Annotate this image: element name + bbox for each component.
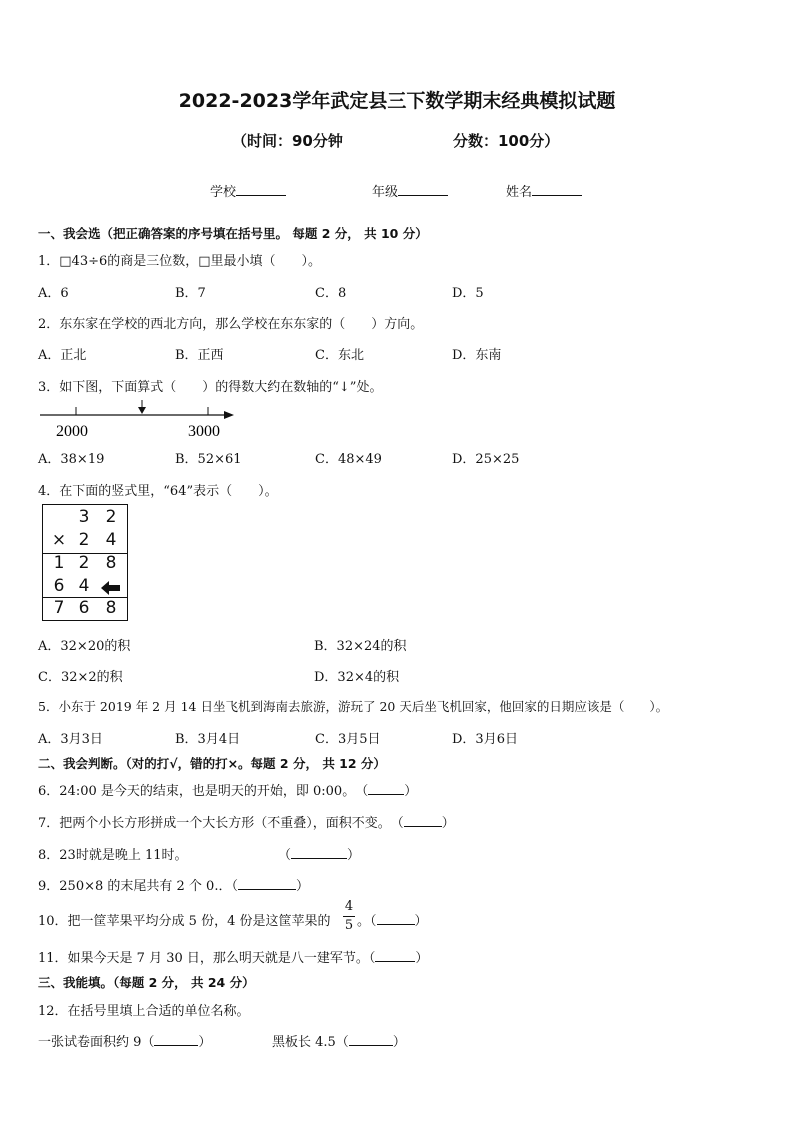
digit: 2: [105, 507, 117, 527]
exam-time: （时间：90分钟: [232, 132, 343, 150]
q3-option-c: C．48×49: [315, 452, 382, 467]
question-3: 3．如下图，下面算式（ ）的得数大约在数轴的“↓”处。: [38, 380, 383, 395]
digit: 7: [53, 598, 65, 618]
axis-label-3000: 3000: [188, 423, 220, 440]
digit: 6: [78, 598, 90, 618]
section-1-heading: 一、我会选（把正确答案的序号填在括号里。 每题 2 分， 共 10 分）: [38, 226, 428, 241]
q3-option-d: D．25×25: [452, 452, 520, 467]
digit: 4: [105, 530, 117, 550]
name-label: 姓名: [506, 185, 533, 200]
vertical-row: [43, 598, 127, 621]
q2-option-a: A．正北: [38, 348, 87, 363]
digit: 2: [78, 530, 90, 550]
question-6-text: 6．24:00 是今天的结束，也是明天的开始，即 0:00。 （: [38, 784, 369, 799]
question-10-answer: 。（ ）: [357, 914, 428, 929]
vertical-row: [43, 507, 127, 530]
q5-option-d: D．3月6日: [452, 732, 518, 747]
q1-option-a: A．6: [38, 286, 69, 301]
question-10: [38, 910, 330, 929]
q2-option-d: D．东南: [452, 348, 502, 363]
grade-label: 年级: [372, 185, 399, 200]
digit: 3: [78, 507, 90, 527]
q5-option-b: B．3月4日: [175, 732, 241, 747]
q2-option-c: C．东北: [315, 348, 364, 363]
name-field: [506, 181, 582, 200]
paren-close: ）: [404, 784, 418, 799]
paren-close: ）: [295, 879, 309, 894]
question-12: 12．在括号里填上合适的单位名称。: [38, 1004, 250, 1019]
q4-option-d: D．32×4的积: [314, 670, 400, 685]
question-8-answer: [278, 844, 360, 863]
school-field: [210, 181, 286, 200]
question-12a-text: 一张试卷面积约 9（: [38, 1035, 155, 1050]
section-2-heading: 二、我会判断。（对的打√，错的打×。每题 2 分， 共 12 分）: [38, 756, 386, 771]
q3-option-b: B．52×61: [175, 452, 242, 467]
exam-score: 分数：100分）: [453, 132, 560, 150]
q1-option-c: C．8: [315, 286, 347, 301]
vertical-row: [43, 576, 127, 599]
question-1: 1．□43÷6的商是三位数，□里最小填（ ）。: [38, 254, 322, 269]
q1-option-d: D．5: [452, 286, 484, 301]
paren-close: ）: [415, 951, 429, 966]
vertical-multiplication: [42, 504, 128, 621]
vertical-row: [43, 530, 127, 553]
paren-close: ）: [347, 848, 361, 863]
q4-option-a: A．32×20的积: [38, 639, 131, 654]
down-arrow-marker-head: [138, 407, 146, 414]
digit: 8: [105, 598, 117, 618]
question-2: 2．东东家在学校的西北方向，那么学校在东东家的（ ）方向。: [38, 317, 424, 332]
question-10-text: 10．把一筐苹果平均分成 5 份，4 份是这筐苹果的: [38, 914, 331, 929]
q2-option-b: B．正西: [175, 348, 224, 363]
question-11: [38, 947, 428, 966]
question-11-text: 11．如果今天是 7 月 30 日，那么明天就是八一建军节。（: [38, 951, 376, 966]
vertical-row: [43, 553, 127, 576]
question-7: [38, 812, 455, 831]
question-9-text: 9．250×8 的末尾共有 2 个 0.．（: [38, 879, 238, 894]
digit: 6: [53, 576, 65, 596]
paren-close: ）: [441, 816, 455, 831]
q5-option-a: A．3月3日: [38, 732, 103, 747]
q4-option-b: B．32×24的积: [314, 639, 407, 654]
digit: 1: [53, 553, 65, 573]
question-6: [38, 780, 417, 799]
question-12-part-b: [272, 1031, 406, 1050]
question-5: 5．小东于 2019 年 2 月 14 日坐飞机到海南去旅游，游玩了 20 天后坐飞机回家，他回家的日期应该是（ ）。: [38, 699, 669, 714]
question-8: 8．23时就是晚上 11时。: [38, 848, 188, 863]
question-4: 4．在下面的竖式里，“64”表示（ ）。: [38, 484, 278, 499]
axis-label-2000: 2000: [56, 423, 88, 440]
digit: 8: [105, 553, 117, 573]
left-arrow-icon: [101, 581, 121, 595]
question-12-part-a: [38, 1031, 211, 1050]
fraction-bar: [343, 916, 355, 917]
page-title: 2022-2023学年武定县三下数学期末经典模拟试题: [178, 90, 616, 112]
fraction-denominator: 5: [344, 918, 354, 933]
q1-option-b: B．7: [175, 286, 206, 301]
fraction-numerator: 4: [344, 899, 354, 914]
question-7-text: 7．把两个小长方形拼成一个大长方形（不重叠），面积不变。 （: [38, 816, 404, 831]
paren-close: ）: [198, 1035, 212, 1050]
paren-close: ）: [414, 914, 428, 929]
question-9: [38, 875, 309, 894]
digit: 2: [78, 553, 90, 573]
paren-close: ）: [392, 1035, 406, 1050]
number-line-figure: [36, 398, 241, 444]
grade-field: [372, 181, 448, 200]
paren-open: （: [278, 848, 292, 863]
question-12b-text: 黑板长 4.5（: [272, 1035, 349, 1050]
q3-option-a: A．38×19: [38, 452, 105, 467]
q4-option-c: C．32×2的积: [38, 670, 123, 685]
digit: 4: [78, 576, 90, 596]
q5-option-c: C．3月5日: [315, 732, 381, 747]
times-sign: ×: [51, 530, 67, 550]
paren-open: （: [370, 914, 377, 929]
school-label: 学校: [210, 185, 237, 200]
number-line-arrowhead: [224, 411, 234, 419]
section-3-heading: 三、我能填。（每题 2 分， 共 24 分）: [38, 975, 255, 990]
